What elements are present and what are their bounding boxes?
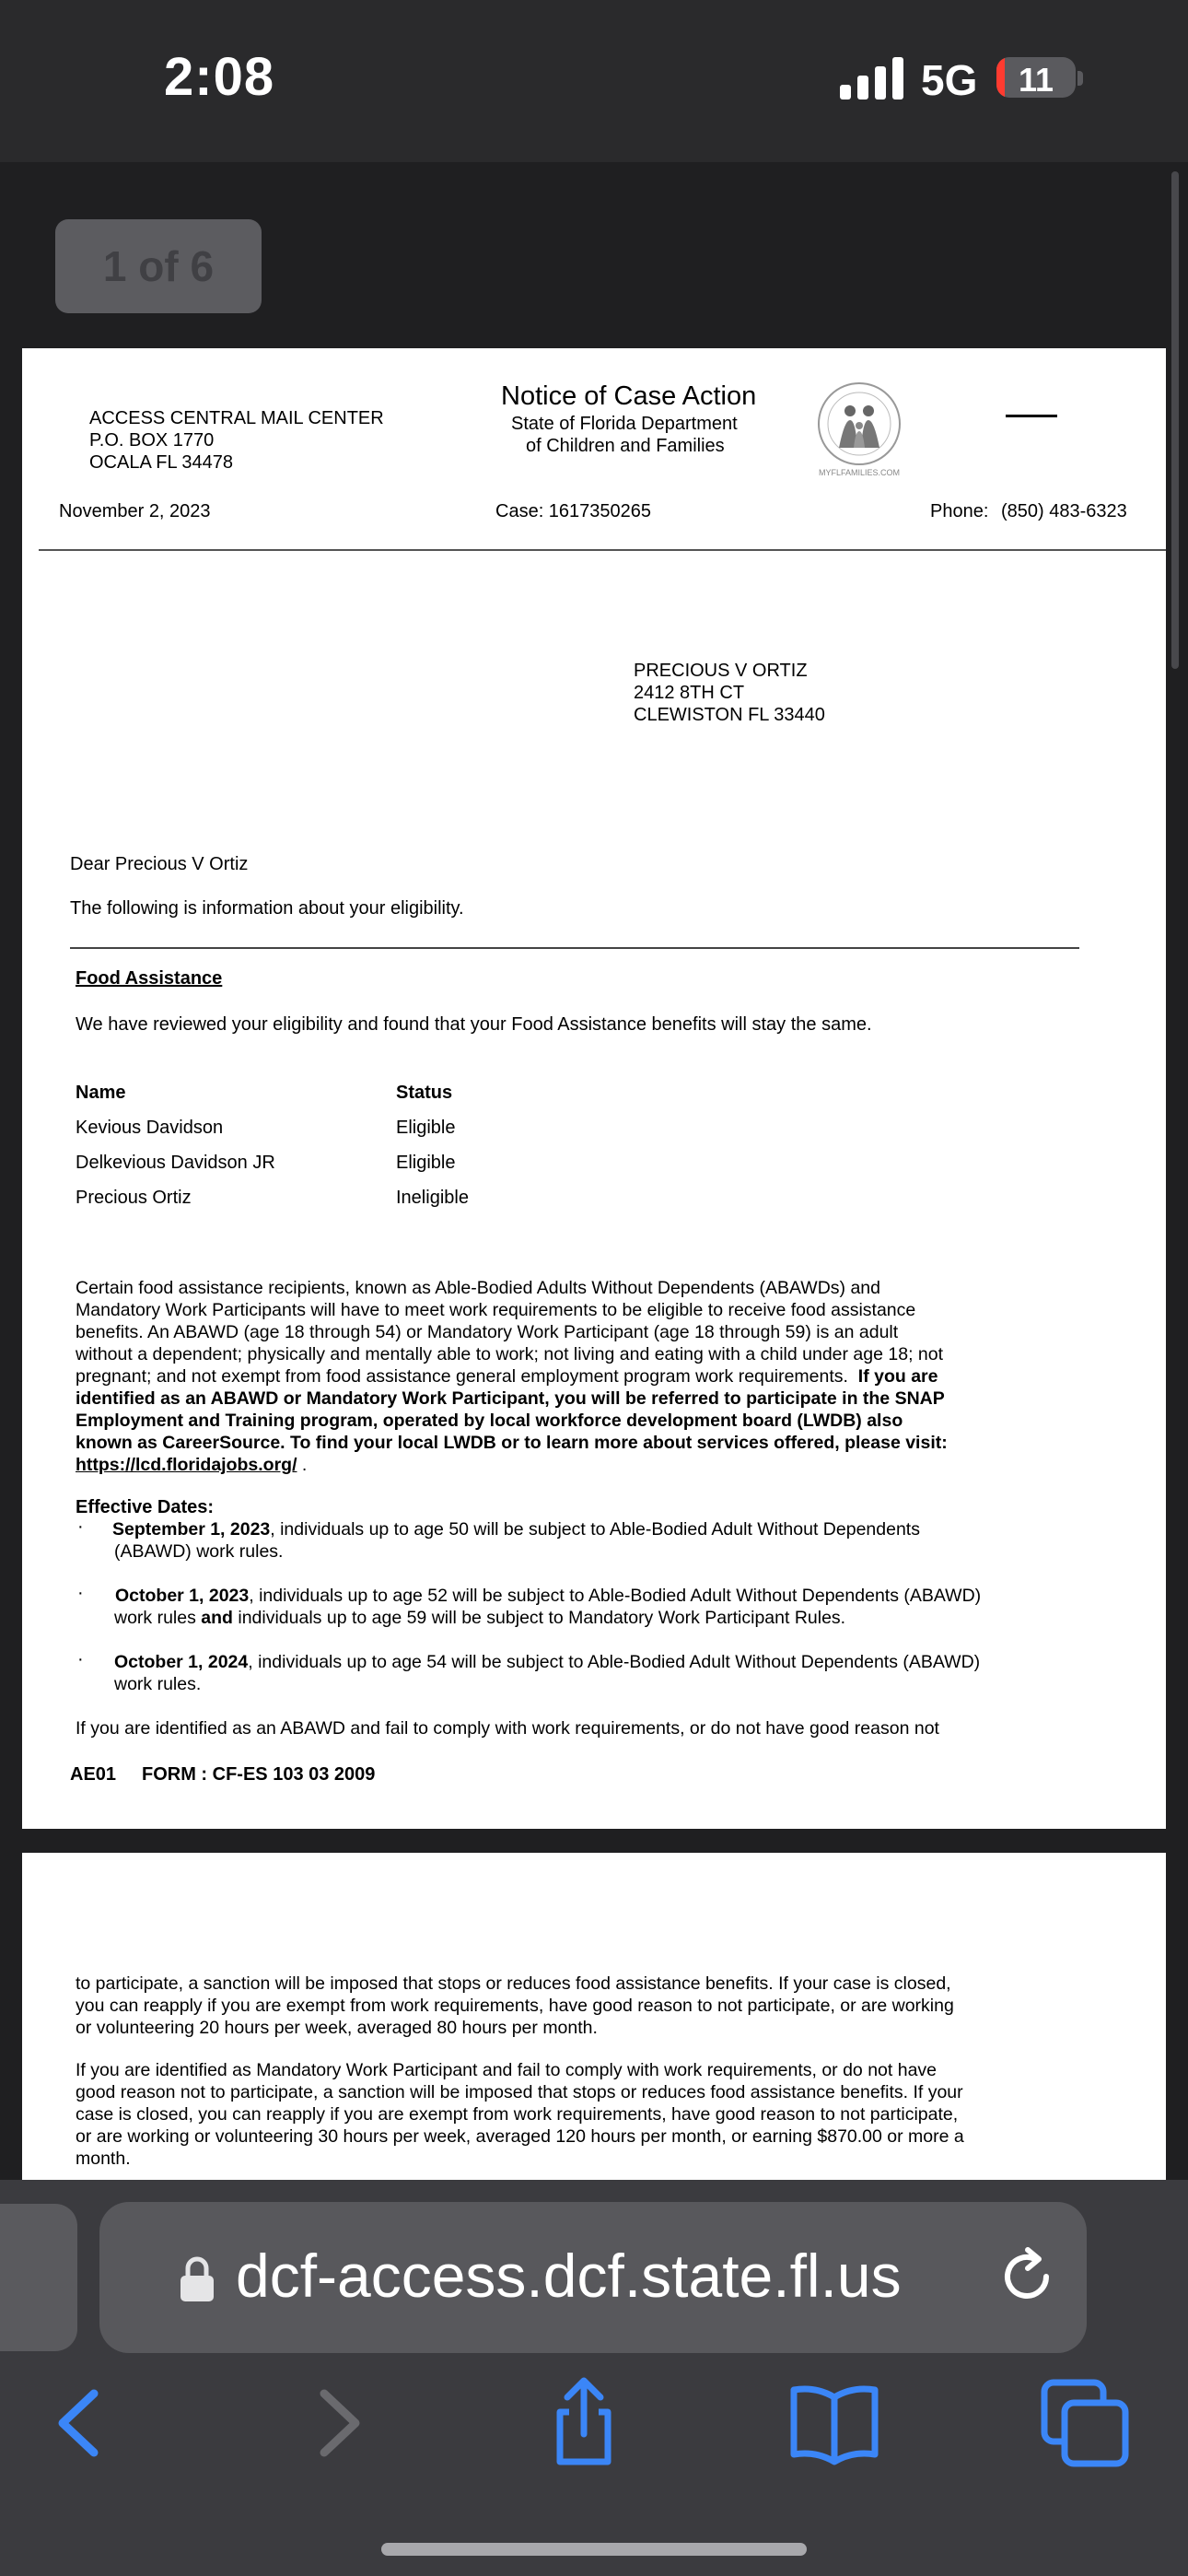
abawd-bold-line: known as CareerSource. To find your local LWDB or to learn more about services offered, please visit: xyxy=(76,1433,948,1453)
page2-text-line: to participate, a sanction will be imposed that stops or reduces food assistance benefits. If your case is closed, xyxy=(76,1973,951,1994)
section-intro: We have reviewed your eligibility and found that your Food Assistance benefits will stay the same. xyxy=(76,1014,872,1035)
table-row-name: Precious Ortiz xyxy=(76,1188,192,1208)
sender-line-3: OCALA FL 34478 xyxy=(89,452,234,473)
bullet: · xyxy=(77,1516,84,1537)
notice-date: November 2, 2023 xyxy=(59,501,211,521)
effective-text: , individuals up to age 50 will be subject to Able-Bodied Adult Without Dependents xyxy=(270,1519,920,1540)
page-indicator: 1 of 6 xyxy=(55,219,262,313)
effective-text: , individuals up to age 52 will be subject to Able-Bodied Adult Without Dependents (ABAWD) xyxy=(249,1586,982,1606)
recipient-line-3: CLEWISTON FL 33440 xyxy=(634,705,825,725)
careersource-link-line xyxy=(76,1454,307,1476)
header-divider xyxy=(39,549,1166,551)
effective-date-item xyxy=(114,1651,980,1673)
status-bar xyxy=(0,0,1188,162)
phone-label: Phone: xyxy=(930,501,989,521)
forward-icon[interactable] xyxy=(291,2377,383,2469)
lock-icon xyxy=(179,2255,215,2301)
effective-date-continuation: (ABAWD) work rules. xyxy=(114,1541,284,1562)
case-number: Case: 1617350265 xyxy=(495,501,652,521)
document-page-2 xyxy=(22,1853,1166,2184)
reload-icon[interactable] xyxy=(995,2244,1059,2309)
effective-text: , individuals up to age 54 will be subject to Able-Bodied Adult Without Dependents (ABAWD) xyxy=(248,1652,981,1672)
effective-date: October 1, 2023 xyxy=(115,1586,250,1606)
bullet: · xyxy=(77,1583,84,1603)
page2-text-line: If you are identified as Mandatory Work Participant and fail to comply with work requirements, or do not have xyxy=(76,2060,938,2080)
bullet: · xyxy=(77,1649,84,1669)
cellular-signal-icon xyxy=(840,57,904,100)
previous-tab-peek[interactable] xyxy=(0,2204,77,2351)
page2-text-line: you can reapply if you are exempt from work requirements, have good reason to not participate, or are working xyxy=(76,1996,954,2016)
abawd-text: pregnant; and not exempt from food assistance general employment program work requirements. xyxy=(76,1366,848,1387)
abawd-text-line: Certain food assistance recipients, known as Able-Bodied Adults Without Dependents (ABAWDs) and xyxy=(76,1278,880,1298)
table-row-name: Delkevious Davidson JR xyxy=(76,1153,275,1173)
table-row-status: Eligible xyxy=(396,1118,456,1138)
back-icon[interactable] xyxy=(35,2377,127,2469)
sender-line-2: P.O. BOX 1770 xyxy=(89,430,215,451)
section-divider xyxy=(70,947,1079,949)
dcf-seal-logo xyxy=(808,380,911,479)
share-icon[interactable] xyxy=(538,2377,630,2469)
seal-text: MYFLFAMILIES.COM xyxy=(818,468,901,477)
page2-text-line: or are working or volunteering 30 hours per week, averaged 120 hours per month, or earning $870.00 or more a xyxy=(76,2126,964,2147)
greeting: Dear Precious V Ortiz xyxy=(70,854,249,874)
link-suffix: . xyxy=(301,1455,308,1475)
sender-line-1: ACCESS CENTRAL MAIL CENTER xyxy=(89,408,384,428)
recipient-line-2: 2412 8TH CT xyxy=(634,683,745,703)
table-row-status: Ineligible xyxy=(396,1188,469,1208)
effective-text: work rules xyxy=(114,1608,202,1628)
battery-icon xyxy=(996,57,1076,98)
url-text[interactable]: dcf-access.dcf.state.fl.us xyxy=(236,2242,902,2310)
page2-text-line: or volunteering 20 hours per week, averaged 80 hours per month. xyxy=(76,2018,598,2038)
intro-text: The following is information about your eligibility. xyxy=(70,898,464,919)
recipient-line-1: PRECIOUS V ORTIZ xyxy=(634,661,808,681)
document-page-1 xyxy=(22,348,1166,1829)
abawd-bold-line: Employment and Training program, operated by local workforce development board (LWDB) also xyxy=(76,1411,903,1431)
battery-level: 11 xyxy=(1018,61,1054,98)
page2-text-line: case is closed, you can reapply if you are exempt from work requirements, have good reason to not participate, xyxy=(76,2104,959,2125)
header-dash xyxy=(1006,415,1057,417)
effective-dates-title: Effective Dates: xyxy=(76,1497,215,1517)
effective-date-continuation: work rules. xyxy=(114,1674,202,1694)
section-title: Food Assistance xyxy=(76,968,223,989)
footer-code: AE01 xyxy=(70,1764,117,1785)
agency-line-2: of Children and Families xyxy=(526,436,725,456)
effective-date: September 1, 2023 xyxy=(112,1519,271,1540)
status-time: 2:08 xyxy=(164,47,275,107)
effective-text: individuals up to age 59 will be subject to Mandatory Work Participant Rules. xyxy=(232,1608,846,1628)
abawd-text-line: without a dependent; physically and mentally able to work; not living and eating with a child under age 18; not xyxy=(76,1344,944,1364)
effective-text-bold: and xyxy=(201,1608,233,1628)
agency-line-1: State of Florida Department xyxy=(511,414,738,434)
abawd-text-line xyxy=(76,1365,938,1388)
table-header-status: Status xyxy=(396,1083,453,1103)
page2-text-line: good reason not to participate, a sanction will be imposed that stops or reduces food assistance benefits. If your xyxy=(76,2082,963,2102)
bookmarks-icon[interactable] xyxy=(788,2377,880,2469)
network-type: 5G xyxy=(921,56,978,104)
phone-number: (850) 483-6323 xyxy=(1001,501,1127,521)
footer-form: FORM : CF-ES 103 03 2009 xyxy=(142,1764,376,1785)
abawd-bold-text: If you are xyxy=(857,1366,938,1387)
effective-date-continuation xyxy=(114,1607,845,1629)
careersource-link[interactable]: https://lcd.floridajobs.org/ xyxy=(76,1455,297,1475)
abawd-bold-line: identified as an ABAWD or Mandatory Work Participant, you will be referred to participate in the SNAP xyxy=(76,1388,945,1409)
tabs-icon[interactable] xyxy=(1039,2377,1131,2469)
table-header-name: Name xyxy=(76,1083,126,1103)
notice-title: Notice of Case Action xyxy=(501,381,757,411)
table-row-status: Eligible xyxy=(396,1153,456,1173)
effective-date-item xyxy=(115,1585,981,1607)
scroll-indicator[interactable] xyxy=(1171,171,1179,669)
table-row-name: Kevious Davidson xyxy=(76,1118,224,1138)
home-indicator[interactable] xyxy=(381,2543,807,2556)
page2-text-line: month. xyxy=(76,2149,131,2169)
effective-date-item xyxy=(112,1518,920,1540)
effective-date: October 1, 2024 xyxy=(114,1652,249,1672)
abawd-text-line: benefits. An ABAWD (age 18 through 54) or Mandatory Work Participant (age 18 through 59) is an adult xyxy=(76,1322,899,1342)
abawd-text-line: Mandatory Work Participants will have to meet work requirements to be eligible to receive food assistance xyxy=(76,1300,916,1320)
closing-line: If you are identified as an ABAWD and fail to comply with work requirements, or do not have good reason not xyxy=(76,1718,939,1739)
